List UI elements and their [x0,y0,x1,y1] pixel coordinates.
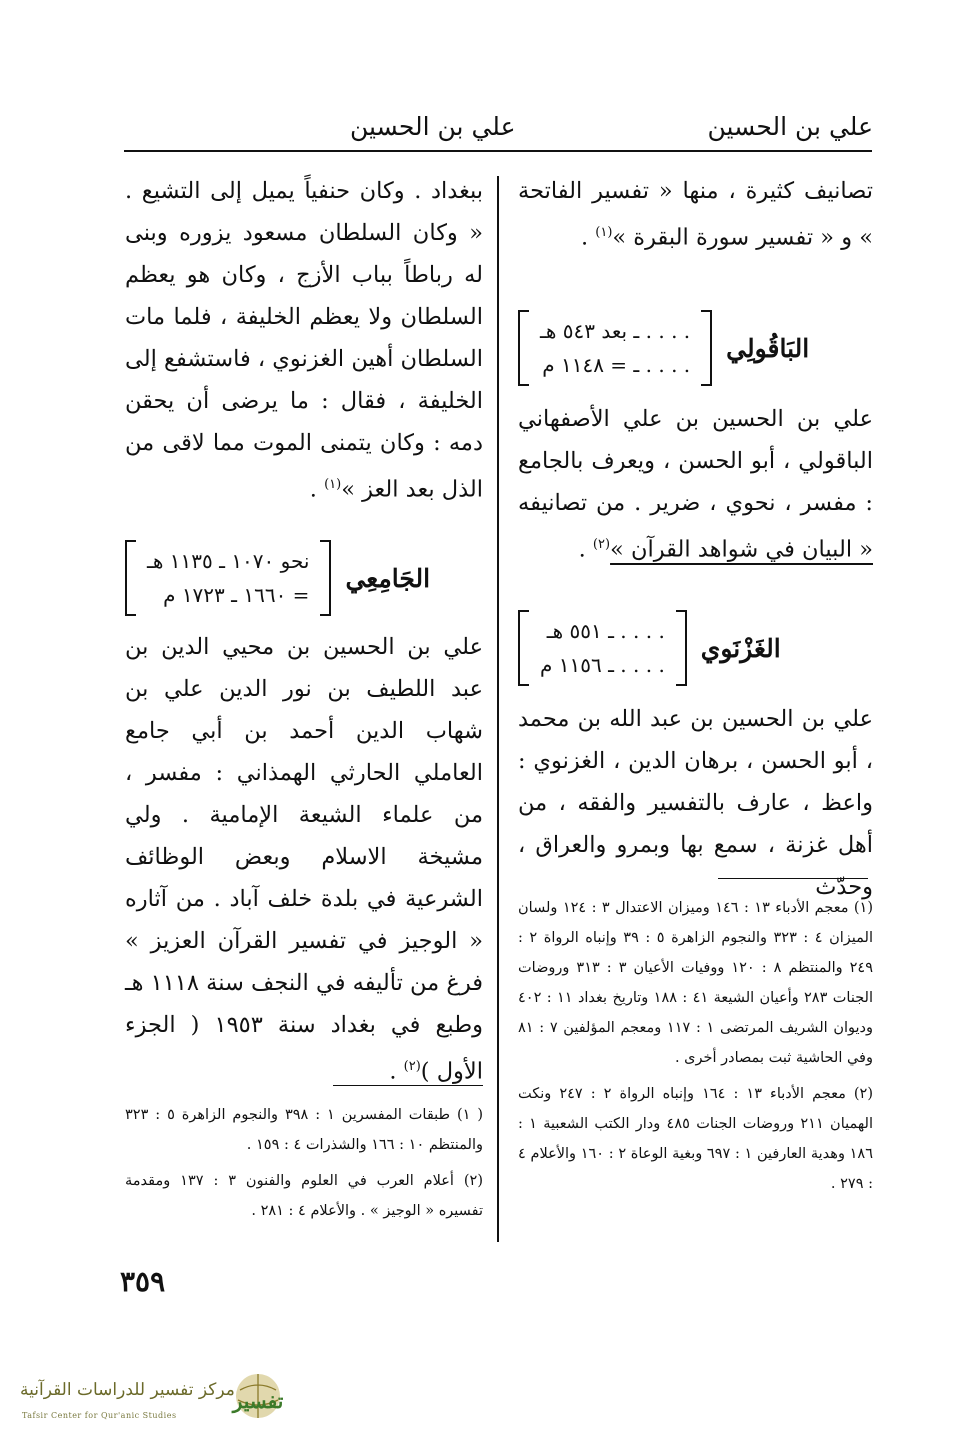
date-bracket [518,310,712,386]
entry-name: الجَامِعِي [345,563,431,593]
logo-mark: تفسير [232,1389,284,1413]
entry-name: البَاقُولِي [726,333,810,363]
date-gregorian: = ١٦٦٠ ـ ١٧٢٣ م [163,583,310,607]
date-hijri: . . . . ـ بعد ٥٤٣ هـ [540,319,691,343]
footnote: (٢) أعلام العرب في العلوم والفنون ٣ : ١٣٧ ومقدمة تفسيره « الوجيز » . والأعلام ٤ : ٢٨١ . [125,1173,483,1219]
footnote: (٢) معجم الأدباء ١٣ : ١٦٤ وإنباه الرواة ٢ : ٢٤٧ ونكت الهميان ٢١١ وروضات الجنات ٤٨٥ ودار الكتب الشعبية ١ : ١٨٦ وهدية العارفين ١ : ٦٩٧ وبغية الوعاة ٢ : ١٦٠ والأعلام ٤ : ٢٧٩ . [518,1086,873,1192]
date-hijri: نحو ١٠٧٠ ـ ١١٣٥ هـ [147,549,310,573]
date-hijri: . . . . ـ ٥٥١ هـ [546,619,665,643]
footnote-ref: (٢) [592,537,611,552]
footnote: (١) معجم الأدباء ١٣ : ١٤٦ وميزان الاعتدال ٣ : ١٢٤ ولسان الميزان ٤ : ٣٢٣ والنجوم الزاهرة ٥ : ٣٩ وإنباه الرواة ٢ : ٢٤٩ والمنتظم ٨ : ١٢٠ ووفيات الأعيان ٣ : ٣١٣ وروضات الجنات ٢٨٣ وأعيان الشيعة ٤١ : ١٨٨ وتاريخ بغداد ١١ : ٤٠٢ وديوان الشريف المرتضى ١ : ١١٧ ومعجم المؤلفين ٧ : ٨١ وفي الحاشية ثبت بمصادر أخرى . [518,900,874,1066]
entry-heading [518,310,873,386]
entry-body: علي بن الحسين بن محيي الدين بن عبد اللطيف بن نور الدين علي بن شهاب الدين أحمد بن أبي جامع العاملي الحارثي الهمذاني : مفسر ، من علماء الشيعة الإمامية . ولي مشيخة الاسلام وبعض الوظائف الشرعية في بلدة خلف آباد . من آثاره « الوجيز في تفسير القرآن العزيز » فرغ من تأليفه في النجف سنة ١١١٨ هـ وطبع في بغداد سنة ١٩٥٣ ( الجزء الأول )$^{(٢)}$ . [125,634,483,1085]
right-column [518,170,873,259]
footnote-rule-right [718,878,868,879]
footnote: ( ١) طبقات المفسرين ١ : ٣٩٨ والنجوم الزاهرة ٥ : ٣٢٣ والمنتظم ١٠ : ١٦٦ والشذرات ٤ : ١٥٩ . [125,1107,483,1153]
header-rule [124,150,872,152]
logo-title: مركز تفسير للدراسات القرآنية [20,1380,235,1400]
right-footnotes [518,893,873,1205]
entry-name: الغَزْنَوي [700,633,781,663]
page-number: ٣٥٩ [120,1265,166,1298]
footnote-rule-left [333,1085,483,1086]
column-divider [497,176,499,1242]
date-bracket [125,540,331,616]
entry-body: علي بن الحسين بن علي الأصفهاني الباقولي ، أبو الحسن ، ويعرف بالجامع : مفسر ، نحوي ، ضرير . من تصانيفه « البيان في شواهد القرآن »$^{(٢)}$ . [518,406,873,563]
logo-subtitle: Tafsir Center for Qur'anic Studies [22,1411,177,1420]
footnote-ref: (٢) [403,1059,421,1074]
footnote-ref: (١) [595,225,613,240]
date-gregorian: . . . . ـ = ١١٤٨ م [542,353,691,377]
entry-ghaznawi [518,610,873,908]
left-intro-paragraph: ببغداد . وكان حنفياً يميل إلى التشيع . « وكان السلطان مسعود يزوره وبنى له رباطاً بباب الأزج ، وكان هو يعظم السلطان ولا يعظم الخليفة ، فلما مات السلطان أهين الغزنوي ، فاستشفع إلى الخليفة ، فقال : ما يرضى أن يحقن دمه : وكان يتمنى الموت مما لاقى من الذل بعد العز »$^{(١)}$ . [125,178,483,503]
entry-heading [125,540,483,616]
entry-baqouli [518,310,873,571]
entry-body: علي بن الحسين بن عبد الله بن محمد ، أبو الحسن ، برهان الدين ، الغزنوي : واعظ ، عارف بالتفسير والفقه ، من أهل غزنة ، سمع بها وبمرو والعراق ، وحدّث [518,706,873,900]
date-gregorian: . . . . ـ ١١٥٦ م [540,653,665,677]
right-intro-paragraph: تصانيف كثيرة ، منها « تفسير الفاتحة » و « تفسير سورة البقرة »$^{(١)}$ . [518,178,873,251]
running-header-right: علي بن الحسين [707,112,873,141]
book-title: « البيان في شواهد القرآن » [610,536,873,563]
left-footnotes [125,1100,483,1232]
footnote-ref: (١) [324,477,342,492]
date-bracket [518,610,687,686]
left-column [125,170,483,511]
entry-heading [518,610,873,686]
entry-jamii [125,540,483,1093]
running-header-left: علي بن الحسين [350,112,516,141]
